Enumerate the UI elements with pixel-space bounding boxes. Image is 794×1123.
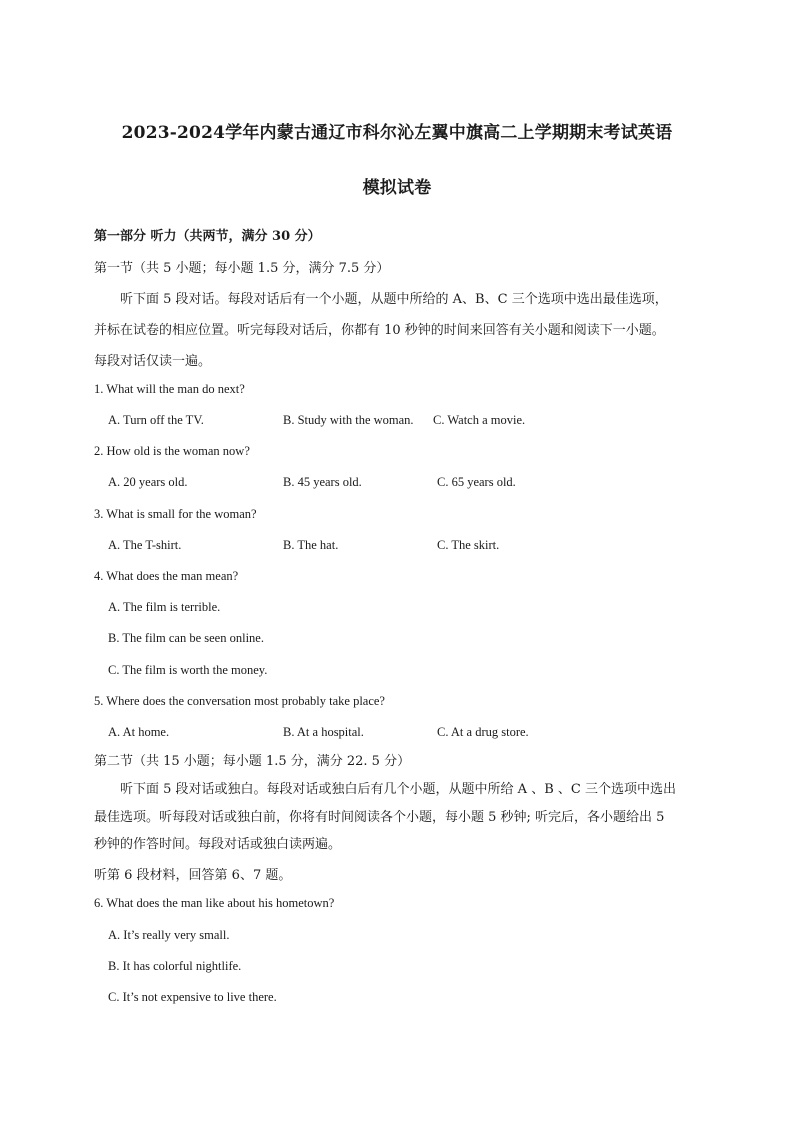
question-2-stem: 2. How old is the woman now? <box>94 444 250 458</box>
question-5-stem: 5. Where does the conversation most probably take place? <box>94 694 385 708</box>
question-4-option-b[interactable]: B. The film can be seen online. <box>108 631 264 645</box>
question-5-option-c[interactable]: C. At a drug store. <box>437 725 529 739</box>
section1-heading: 第一节（共 5 小题；每小题 1.5 分，满分 7.5 分） <box>94 261 390 276</box>
section2-instruction-line3: 秒钟的作答时间。每段对话或独白读两遍。 <box>94 837 342 852</box>
part1-heading: 第一部分 听力（共两节，满分 30 分） <box>94 229 321 244</box>
question-4-option-c[interactable]: C. The film is worth the money. <box>108 663 268 677</box>
section2-heading: 第二节（共 15 小题；每小题 1.5 分，满分 22. 5 分） <box>94 754 411 769</box>
question-6-option-a[interactable]: A. It’s really very small. <box>108 928 230 942</box>
question-1-option-a[interactable]: A. Turn off the TV. <box>108 413 204 427</box>
question-2-option-a[interactable]: A. 20 years old. <box>108 475 188 489</box>
section1-instruction-line1: 听下面 5 段对话。每段对话后有一个小题，从题中所给的 A、B、C 三个选项中选出最佳选项， <box>120 292 668 307</box>
section2-instruction-line2: 最佳选项。听每段对话或独白前，你将有时间阅读各个小题，每小题 5 秒钟; 听完后，各小题给出 5 <box>94 810 665 825</box>
question-1-option-b[interactable]: B. Study with the woman. <box>283 413 414 427</box>
question-6-option-b[interactable]: B. It has colorful nightlife. <box>108 959 242 973</box>
question-1-option-c[interactable]: C. Watch a movie. <box>433 413 526 427</box>
question-3-stem: 3. What is small for the woman? <box>94 507 257 521</box>
question-2-option-b[interactable]: B. 45 years old. <box>283 475 362 489</box>
question-4-stem: 4. What does the man mean? <box>94 569 239 583</box>
section1-instruction-line3: 每段对话仅读一遍。 <box>94 354 212 369</box>
question-2-option-c[interactable]: C. 65 years old. <box>437 475 516 489</box>
question-6-option-c[interactable]: C. It’s not expensive to live there. <box>108 990 277 1004</box>
material-note: 听第 6 段材料，回答第 6、7 题。 <box>94 868 292 883</box>
question-1-stem: 1. What will the man do next? <box>94 382 245 396</box>
question-6-stem: 6. What does the man like about his hometown? <box>94 896 335 910</box>
section2-instruction-line1: 听下面 5 段对话或独白。每段对话或独白后有几个小题，从题中所给 A 、B 、C 三个选项中选出 <box>120 782 676 797</box>
question-4-option-a[interactable]: A. The film is terrible. <box>108 600 221 614</box>
section1-instruction-line2: 并标在试卷的相应位置。听完每段对话后，你都有 10 秒钟的时间来回答有关小题和阅读下一小题。 <box>94 323 665 338</box>
question-3-option-a[interactable]: A. The T-shirt. <box>108 538 182 552</box>
question-3-option-b[interactable]: B. The hat. <box>283 538 339 552</box>
question-5-option-a[interactable]: A. At home. <box>108 725 170 739</box>
exam-title-line2: 模拟试卷 <box>362 178 432 198</box>
question-3-option-c[interactable]: C. The skirt. <box>437 538 500 552</box>
question-5-option-b[interactable]: B. At a hospital. <box>283 725 364 739</box>
exam-title-line1: 2023-2024学年内蒙古通辽市科尔沁左翼中旗高二上学期期末考试英语 <box>121 123 673 143</box>
